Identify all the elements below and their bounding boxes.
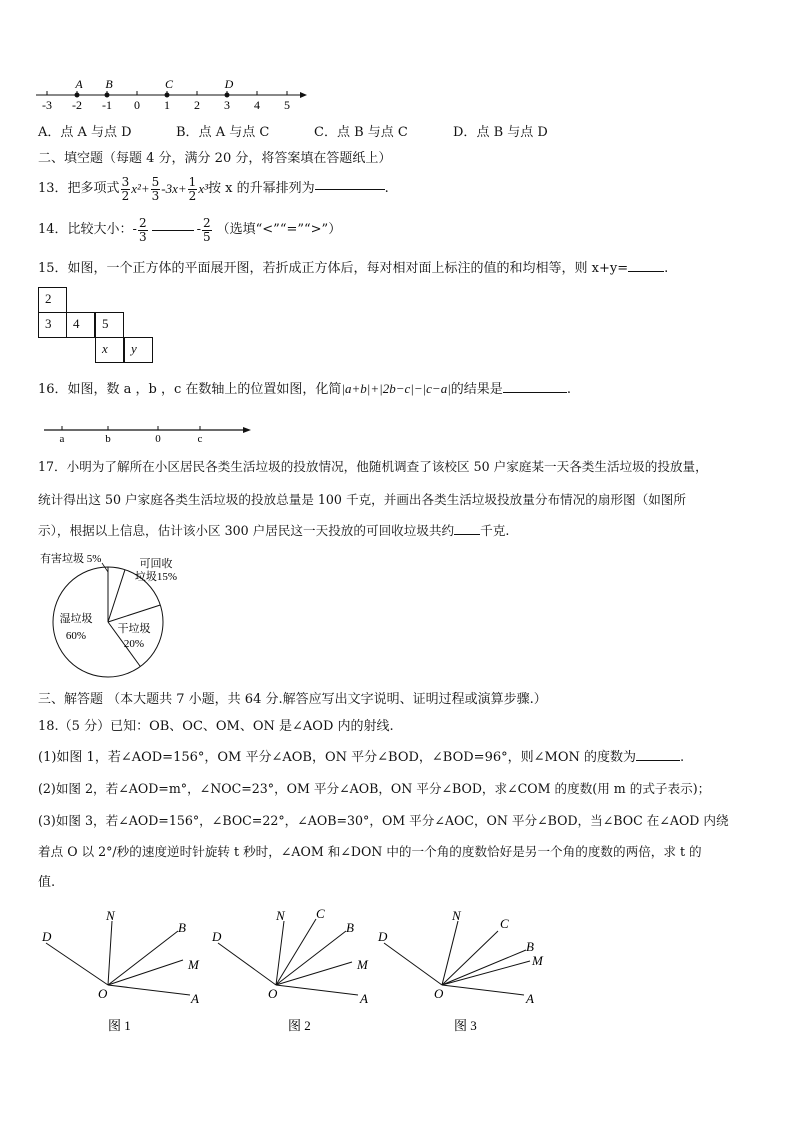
q18-answer-blank xyxy=(636,760,680,761)
net-cell-x: x xyxy=(95,337,124,363)
numline-point-b xyxy=(105,93,110,98)
fig1-label-m: M xyxy=(188,957,199,972)
net-cell-5: 5 xyxy=(95,312,124,338)
fig2-label-a: A xyxy=(360,991,368,1006)
fig3-label-o: O xyxy=(434,986,444,1001)
question-18-part-3-line-3: 值. xyxy=(38,875,56,890)
fig3-label-d: D xyxy=(378,929,388,944)
question-16: 16．如图，数 a ，b ，c 在数轴上的位置如图，化简|a+b|+|2b−c|−|c−a|的结果是 . xyxy=(38,381,571,397)
q15-answer-blank xyxy=(628,271,664,272)
fig3-label-a: A xyxy=(526,991,534,1006)
numline-tick-label: -3 xyxy=(42,98,52,112)
question-18-part-3-line-1: (3)如图 3，若∠AOD=156°，∠BOC=22°，∠AOB=30°，OM 平分∠AOC，ON 平分∠BOD，当∠BOC 在∠AOD 内绕 xyxy=(38,813,729,828)
fig2-label-n: N xyxy=(276,908,285,923)
question-17-line-2: 统计得出这 50 户家庭各类生活垃圾的投放总量是 100 千克，并画出各类生活垃圾投放量分布情况的扇形图（如图所 xyxy=(38,492,686,507)
number-line-top xyxy=(30,75,310,115)
q12-option-a: A．点 A 与点 D xyxy=(38,125,132,140)
numline-point-label: D xyxy=(224,77,234,91)
net-cell-4: 4 xyxy=(66,312,95,338)
section-3-heading: 三、解答题 （本大题共 7 小题，共 64 分.解答应写出文字说明、证明过程或演算步骤.） xyxy=(38,692,547,707)
numline-tick-label: 1 xyxy=(164,98,170,112)
q12-option-d: D．点 B 与点 D xyxy=(453,125,548,140)
fig3-label-n: N xyxy=(452,908,461,923)
pie-label-recycle-1: 可回收 xyxy=(139,558,173,570)
fig1-label-o: O xyxy=(98,986,108,1001)
fig2-label-o: O xyxy=(268,986,278,1001)
fig3-label-m: M xyxy=(532,953,543,968)
pie-label-wet-1: 湿垃圾 xyxy=(59,613,93,625)
number-line-abc xyxy=(40,420,255,446)
figure-2 xyxy=(206,905,376,1040)
fig2-label-m: M xyxy=(357,957,368,972)
net-cell-2: 2 xyxy=(38,287,67,313)
numline-tick-label: -1 xyxy=(102,98,112,112)
pie-label-recycle-2: 垃圾15% xyxy=(134,571,178,583)
q17-answer-blank xyxy=(454,534,480,535)
question-18-part-3-line-2: 着点 O 以 2°/秒的速度逆时针旋转 t 秒时，∠AOM 和∠DON 中的一个角的度数恰好是另一个角的度数的两倍，求 t 的 xyxy=(38,844,702,859)
fig3-caption: 图 3 xyxy=(454,1018,477,1033)
q16-answer-blank xyxy=(503,392,567,393)
numline-tick-label: 5 xyxy=(284,98,290,112)
numline-tick-label: -2 xyxy=(72,98,82,112)
fig1-label-d: D xyxy=(42,929,52,944)
question-17-line-3: 示），根据以上信息，估计该小区 300 户居民这一天投放的可回收垃圾共约 千克. xyxy=(38,523,510,538)
fig2-label-c: C xyxy=(316,906,325,921)
question-18-part-2: (2)如图 2，若∠AOD=m°，∠NOC=23°，OM 平分∠AOB，ON 平分∠BOD，求∠COM 的度数(用 m 的式子表示)； xyxy=(38,781,711,796)
fig2-label-d: D xyxy=(212,929,222,944)
q12-option-c: C．点 B 与点 C xyxy=(314,125,408,140)
numline-label-a: a xyxy=(59,433,65,445)
net-cell-y: y xyxy=(124,337,153,363)
numline-label-0: 0 xyxy=(155,433,161,445)
numline-tick-label: 3 xyxy=(224,98,230,112)
pie-label-harmful: 有害垃圾 5% xyxy=(40,553,102,565)
question-18-part-1: (1)如图 1，若∠AOD=156°，OM 平分∠AOB，ON 平分∠BOD，∠BOD=96°，则∠MON 的度数为 . xyxy=(38,750,685,765)
numline-point-label: A xyxy=(75,77,83,91)
numline-label-c: c xyxy=(197,433,203,445)
fig1-label-n: N xyxy=(106,908,115,923)
fig2-caption: 图 2 xyxy=(288,1018,311,1033)
question-18-intro: 18.（5 分）已知：OB、OC、OM、ON 是∠AOD 内的射线. xyxy=(38,719,394,734)
pie-label-dry-2: 20% xyxy=(123,638,145,650)
question-14: 14． 比较大小：- $\frac{2}{3}$ - $\frac{2}{5}$ （选填“<”“=”“>”） xyxy=(38,215,342,244)
fig2-label-b: B xyxy=(346,920,354,935)
numline-point-d xyxy=(225,93,230,98)
numline-tick-label: 0 xyxy=(134,98,140,112)
fig1-label-b: B xyxy=(178,920,186,935)
fig3-label-c: C xyxy=(500,916,509,931)
numline-tick-label: 2 xyxy=(194,98,200,112)
cube-net xyxy=(38,287,158,369)
numline-point-a xyxy=(75,93,80,98)
q12-option-b: B．点 A 与点 C xyxy=(176,125,270,140)
question-13: 13． 把多项式 $\frac{3}{2}$ x²+ $\frac{5}{3}$ -3x+ $\frac{1}{2}$ x³ 按 x 的升幂排列为 . xyxy=(38,174,389,203)
numline-tick-label: 4 xyxy=(254,98,260,112)
fig3-label-b: B xyxy=(526,939,534,954)
pie-label-wet-2: 60% xyxy=(65,630,87,642)
question-17-line-1: 17．小明为了解所在小区居民各类生活垃圾的投放情况，他随机调查了该校区 50 户家庭某一天各类生活垃圾的投放量， xyxy=(38,459,708,474)
numline-point-label: B xyxy=(105,77,113,91)
waste-pie-chart xyxy=(38,550,188,680)
q14-answer-blank xyxy=(152,230,194,231)
figure-3 xyxy=(372,905,547,1040)
net-cell-3: 3 xyxy=(38,312,67,338)
q13-answer-blank xyxy=(315,189,385,190)
pie-label-dry-1: 干垃圾 xyxy=(117,623,151,635)
fig1-caption: 图 1 xyxy=(108,1018,131,1033)
question-15: 15．如图，一个正方体的平面展开图，若折成正方体后，每对相对面上标注的值的和均相等，则 x+y= . xyxy=(38,261,669,276)
fig1-label-a: A xyxy=(191,991,199,1006)
section-2-heading: 二、填空题（每题 4 分，满分 20 分，将答案填在答题纸上） xyxy=(38,151,392,166)
numline-point-label: C xyxy=(164,77,174,91)
numline-point-c xyxy=(165,93,170,98)
figure-1 xyxy=(38,905,208,1040)
numline-label-b: b xyxy=(105,433,111,445)
